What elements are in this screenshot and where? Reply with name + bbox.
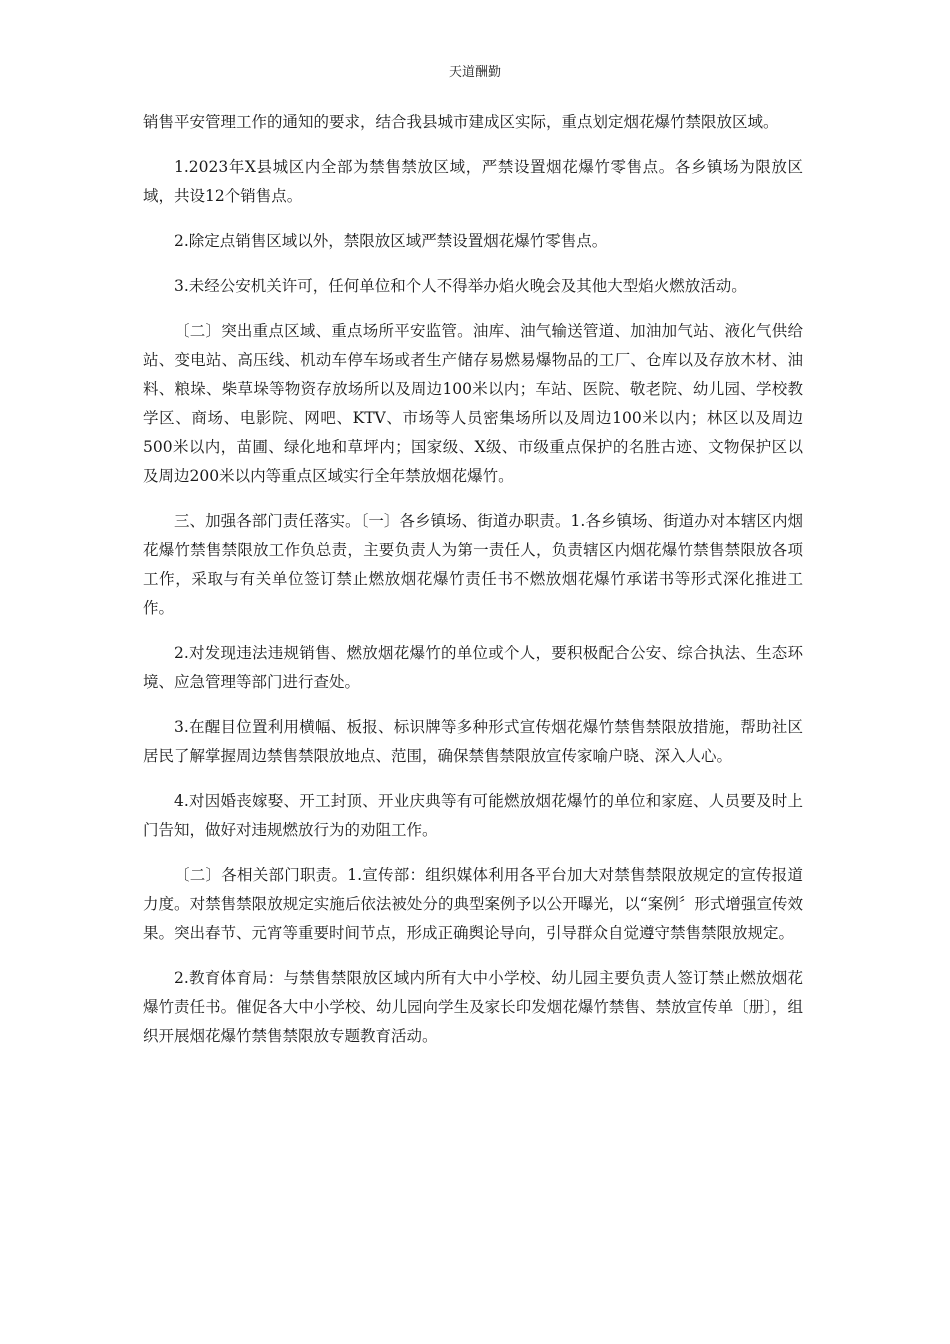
paragraph: 2.教育体育局：与禁售禁限放区域内所有大中小学校、幼儿园主要负责人签订禁止燃放烟花爆竹责任书。催促各大中小学校、幼儿园向学生及家长印发烟花爆竹禁售、禁放宣传单〔册〕，组织开展烟花爆竹禁售禁限放专题教育活动。	[143, 969, 803, 1045]
paragraph: 2.除定点销售区域以外，禁限放区域严禁设置烟花爆竹零售点。	[174, 232, 608, 250]
paragraph: 4.对因婚丧嫁娶、开工封顶、开业庆典等有可能燃放烟花爆竹的单位和家庭、人员要及时上门告知，做好对违规燃放行为的劝阻工作。	[143, 792, 803, 839]
page-header	[0, 64, 950, 82]
paragraph: 3.未经公安机关许可，任何单位和个人不得举办焰火晚会及其他大型焰火燃放活动。	[174, 277, 747, 295]
document-body	[143, 108, 803, 1067]
paragraph: 销售平安管理工作的通知的要求，结合我县城市建成区实际，重点划定烟花爆竹禁限放区域。	[143, 113, 779, 131]
paragraph: 〔二〕各相关部门职责。1.宣传部：组织媒体利用各平台加大对禁售禁限放规定的宣传报道力度。对禁售禁限放规定实施后依法被处分的典型案例予以公开曝光，以“案例〞形式增强宣传效果。突出春节、元宵等重要时间节点，形成正确舆论导向，引导群众自觉遵守禁售禁限放规定。	[143, 866, 803, 942]
paragraph: 3.在醒目位置利用横幅、板报、标识牌等多种形式宣传烟花爆竹禁售禁限放措施，帮助社区居民了解掌握周边禁售禁限放地点、范围，确保禁售禁限放宣传家喻户晓、深入人心。	[143, 718, 803, 765]
header-title: 天道酬勤	[448, 65, 501, 80]
paragraph: 三、加强各部门责任落实。〔一〕各乡镇场、街道办职责。1.各乡镇场、街道办对本辖区内烟花爆竹禁售禁限放工作负总责，主要负责人为第一责任人，负责辖区内烟花爆竹禁售禁限放各项工作，采取与有关单位签订禁止燃放烟花爆竹责任书不燃放烟花爆竹承诺书等形式深化推进工作。	[143, 512, 803, 617]
paragraph: 〔二〕突出重点区域、重点场所平安监管。油库、油气输送管道、加油加气站、液化气供给站、变电站、高压线、机动车停车场或者生产储存易燃易爆物品的工厂、仓库以及存放木材、油料、粮垛、柴草垛等物资存放场所以及周边100米以内；车站、医院、敬老院、幼儿园、学校教学区、商场、电影院、网吧、KTV、市场等人员密集场所以及周边100米以内；林区以及周边500米以内，苗圃、绿化地和草坪内；国家级、X级、市级重点保护的名胜古迹、文物保护区以及周边200米以内等重点区域实行全年禁放烟花爆竹。	[143, 322, 803, 485]
paragraph: 2.对发现违法违规销售、燃放烟花爆竹的单位或个人，要积极配合公安、综合执法、生态环境、应急管理等部门进行查处。	[143, 644, 803, 691]
paragraph: 1.2023年X县城区内全部为禁售禁放区域，严禁设置烟花爆竹零售点。各乡镇场为限放区域，共设12个销售点。	[143, 158, 803, 205]
